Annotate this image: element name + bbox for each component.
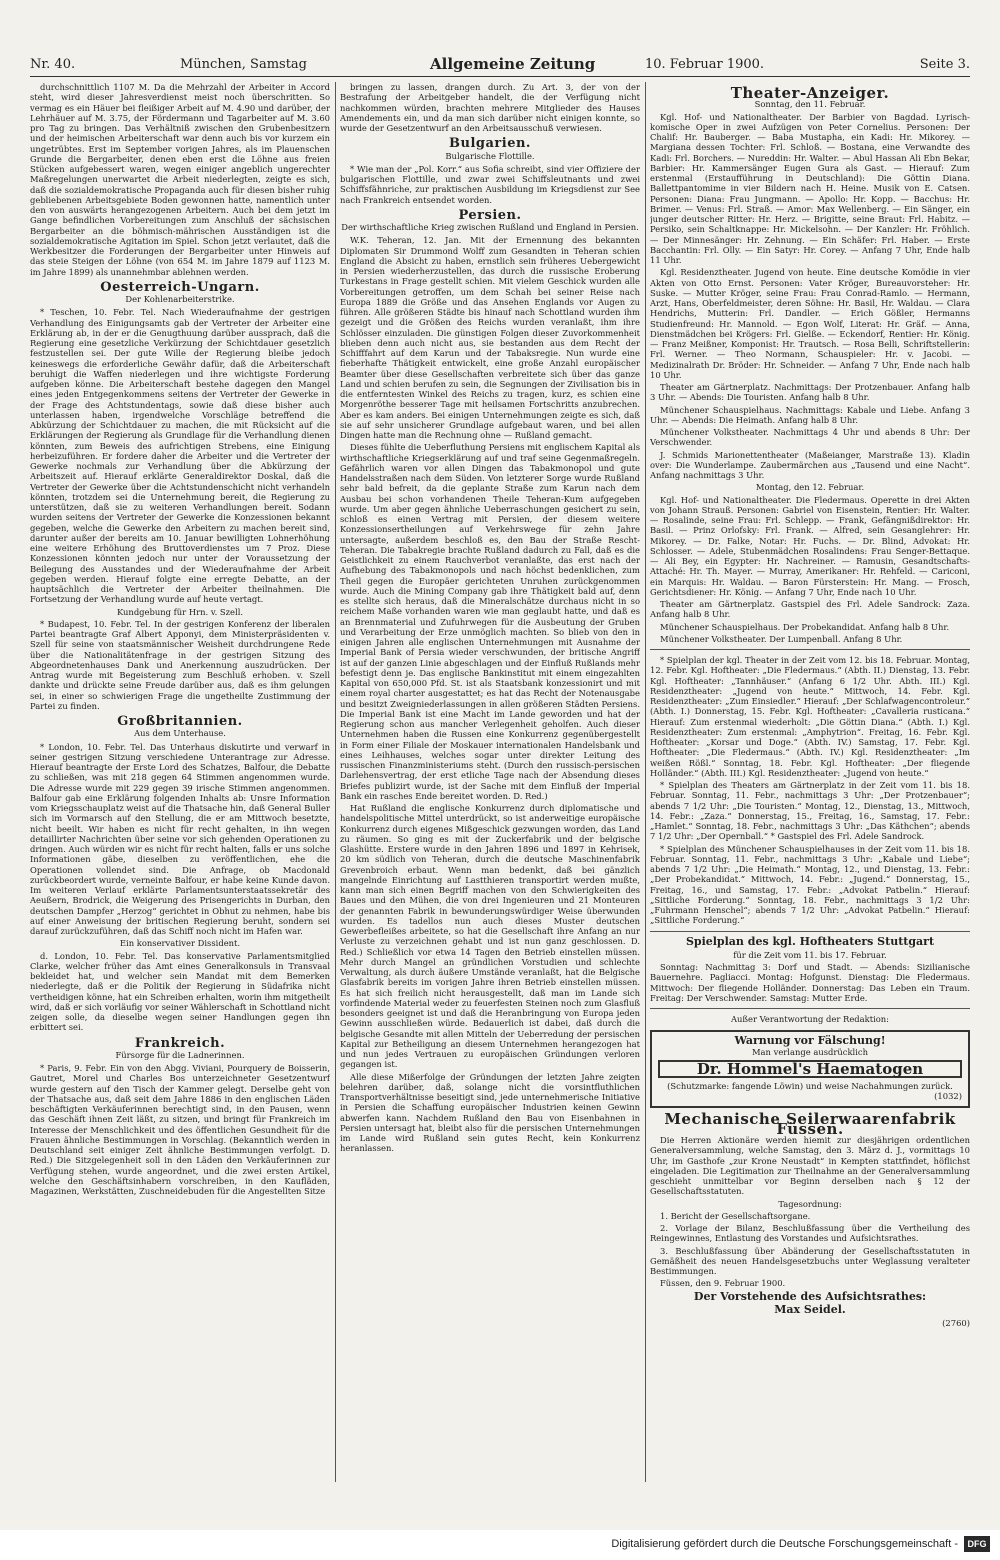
place-date: München, Samstag [180, 57, 307, 72]
issue-date: 10. Februar 1900. [645, 57, 765, 72]
company-body: Die Herren Aktionäre werden hiemit zur diesjährigen ordentlichen Generalversammlung, welche Samstag, den 3. März d. J., vormittags 10 Uhr, im Gasthofe „zur Krone Neustadt“ in Kempten stattfindet, höflichst eingeladen. Die Legitimation zur Theilnahme an der Generalversammlung geschieht unmittelbar vor Beginn derselben nach § 12 der Gesellschaftsstatuten. [650, 1135, 970, 1197]
section-heading: Persien. [458, 207, 522, 223]
divider [650, 649, 970, 650]
company-heading: Mechanische Seilerwaarenfabrik Füssen. [664, 1109, 956, 1138]
ad-product: Dr. Hommel's Haematogen [658, 1060, 962, 1078]
theater-entry: Münchener Schauspielhaus. Nachmittags: Kabale und Liebe. Anfang 3 Uhr. — Abends: Die Heimath. Anfang halb 8 Uhr. [650, 404, 970, 425]
haematogen-ad [650, 1030, 970, 1107]
stuttgart-body: Sonntag: Nachmittag 3: Dorf und Stadt. — Abends: Sizilianische Bauernehre. Pagliacci. Montag: Hofgunst. Dienstag: Die Fledermaus. Mittwoch: Der fliegende Holländer. Donnerstag: Das Leben ein Traum. Freitag: Der Verschwender. Samstag: Mutter Erde. [650, 962, 970, 1003]
company-signatory-title: Der Vorstehende des Aufsichtsrathes: [693, 1289, 927, 1303]
dfg-logo: DFG [964, 1536, 990, 1552]
divider [650, 931, 970, 932]
section-subheading: Bulgarische Flottille. [445, 150, 535, 161]
section-heading: Großbritannien. [117, 714, 243, 729]
theater-entry: Kgl. Hof- und Nationaltheater. Die Fledermaus. Operette in drei Akten von Johann Strauß. Personen: Gabriel von Eisenstein, Rentier: Hr. Walter. — Rosalinde, seine Frau: Frl. Schlepp. — Frank, Gefängnißdirektor: Hr. Basil. — Prinz Orlofsky: Frl. Frank. — Alfred, sein Gesanglehrer: Hr. Mikorey. — Dr. Falke, Notar: Hr. Fuchs. — Dr. Blind, Advokat: Hr. Schlosser. — Adele, Stubenmädchen Rosalindens: Frau Senger-Bettaque. — Ali Bey, ein Egypter: Hr. Nachreiner. — Ramusin, Gesandtschafts-Attaché: Hr. Th. Mayer. — Murray, Amerikaner: Hr. Rehfeld. — Cariconi, ein Marquis: Hr. Waldau. — Baron Fürsterstein: Hr. Mang. — Frosch, Gerichtsdiener: Hr. König. — Anfang 7 Uhr, Ende nach 10 Uhr. [650, 494, 970, 597]
column-1 [30, 82, 330, 1482]
theater-heading: Theater-Anzeiger. [730, 84, 890, 102]
ad-warning: Warnung vor Fälschung! [734, 1034, 886, 1048]
section-heading: Oesterreich-Ungarn. [100, 279, 260, 295]
stuttgart-subheading: für die Zeit vom 11. bis 17. Februar. [733, 949, 887, 960]
agenda-item: 1. Bericht der Gesellschaftsorgane. [660, 1210, 811, 1221]
column-divider [335, 82, 336, 1482]
theater-entry: Münchener Volkstheater. Nachmittags 4 Uhr und abends 8 Uhr: Der Verschwender. [650, 427, 970, 448]
section-heading: Bulgarien. [449, 136, 531, 152]
company-signatory: Max Seidel. [774, 1302, 846, 1316]
theater-date: Sonntag, den 11. Februar. [754, 99, 866, 110]
ad-number: (1032) [934, 1091, 962, 1102]
agenda-item: 2. Vorlage der Bilanz, Beschlußfassung über die Vertheilung des Reingewinnes, Entlastung des Vorstandes und Aufsichtsrathes. [650, 1223, 970, 1244]
article-paragraph: * Budapest, 10. Febr. Tel. In der gestrigen Konferenz der liberalen Partei beantragte Graf Albert Apponyi, dem Ministerpräsidenten v. Szell für seine von staatsmännischer Weisheit durchdrungene Rede über die Nationalitätenfrage in der gestrigen Sitzung des Abgeordnetenhauses Dank und Anerkennung auszudrücken. Der Antrag wurde mit Begeisterung zum Beschluß erhoben. v. Szell dankte und drückte seine Freude darüber aus, daß es ihm gelungen sei, in einer so schwierigen Frage die ungetheilte Zustimmung der Partei zu finden. [30, 618, 330, 711]
company-date: Füssen, den 9. Februar 1900. [660, 1278, 786, 1289]
article-subheading: Ein konservativer Dissident. [119, 938, 241, 949]
footer-text: Digitalisierung gefördert durch die Deutsche Forschungsgemeinschaft - [611, 1538, 958, 1550]
theater-entry: Münchener Schauspielhaus. Der Probekandidat. Anfang halb 8 Uhr. [660, 621, 950, 632]
page-number: Seite 3. [919, 57, 970, 72]
company-number: (2760) [942, 1318, 970, 1328]
section-heading: Frankreich. [134, 1035, 226, 1051]
section-subheading: Der Kohlenarbeiterstrike. [125, 294, 235, 304]
theater-entry: Münchener Volkstheater. Der Lumpenball. Anfang 8 Uhr. [660, 633, 903, 644]
page-header [30, 55, 970, 77]
theater-date: Montag, den 12. Februar. [755, 482, 865, 493]
column-divider [645, 82, 646, 1482]
spielplan-entry: * Spielplan des Theaters am Gärtnerplatz in der Zeit vom 11. bis 18. Februar. Sonntag, 11. Febr., nachmittags 3 Uhr: „Der Protzenbauer“; abends 7 1/2 Uhr: „Die Touristen.“ Montag, 12., Dienstag, 13., Mittwoch, 14. Febr.: „Zaza.“ Donnerstag, 15., Freitag, 16., Samstag, 17. Febr.: „Hamlet.“ Sonntag, 18. Febr., nachmittags 3 Uhr: „Das Käthchen“; abends 7 1/2 Uhr: „Der Opernball.“ * Gastspiel des Frl. Adele Sandrock. [650, 780, 970, 842]
article-subheading: Kundgebung für Hrn. v. Szell. [116, 606, 244, 617]
digitization-footer [0, 1530, 1000, 1560]
article-paragraph: bringen zu lassen, drangen durch. Zu Art. 3, der von der Bestrafung der Arbeitgeber handelt, die der Verfügung nicht nachkommen würden, brachten mehrere Mitglieder des Hauses Amendements ein, und da man sich darüber nicht einigen konnte, so wurde der Gesetzentwurf an den Arbeitsausschuß verwiesen. [340, 82, 640, 133]
theater-entry: Kgl. Residenztheater. Jugend von heute. Eine deutsche Komödie in vier Akten von Otto Ernst. Personen: Vater Kröger, Bureauvorsteher: Hr. Suske. — Mutter Kröger, seine Frau: Frau Conrad-Ramlo. — Hermann, Arzt, Hans, Oberfeldmeister, deren Söhne: Hr. Basil, Hr. Waldau. — Clara Hendrichs, Mutterin: Frl. Dandler. — Erich Gößler, Hermanns Studienfreund: Hr. Mannold. — Egon Wolf, Literat: Hr. Gräf. — Anna, Dienstmädchen bei Krögers: Frl. Gielße. — Eckendorf, Rentier: Hr. König. — Franz Meißner, Komponist: Hr. Trautsch. — Rosa Belli, Schriftstellerin: Frl. Werner. — Theo Normann, Schauspieler: Hr. v. Jacobi. — Medizinalrath Dr. Bröder: Hr. Schneider. — Anfang 7 Uhr, Ende nach halb 10 Uhr. [650, 267, 970, 380]
article-paragraph: * London, 10. Febr. Tel. Das Unterhaus diskutirte und verwarf in seiner gestrigen Sitzung verschiedene Unterantrage zur Adresse. Hierauf beantragte der Erste Lord des Schatzes, Balfour, die Debatte zu schließen, was mit 218 gegen 64 Stimmen angenommen wurde. Die Adresse wurde mit 229 gegen 39 irische Stimmen angenommen. Balfour gab eine Erklärung folgenden Inhalts ab: Unsre Information vom Kriegsschauplatz weist auf die Thatsache hin, daß General Buller sich im Vormarsch auf den Stellung, die er am Mittwoch besetzte, nicht beeilt. Wir haben es nicht für recht gehalten, in ihn wegen detaillirter Nachrichten über seine vor sich gehenden Operationen zu dringen. Auch würden wir es nicht für recht halten, falls er uns solche Informationen gäbe, dieselben zu veröffentlichen, ehe die Operationen vollendet sind. Die Anfrage, ob Macdonald zurückbeordert wurde, verneinte Balfour, er habe keine Kunde davon. Im weiteren Verlauf erklärte Parlamentsunterstaatssekretär des Aeußern, Brodrick, die Weigerung des Prisengerichts in Durban, den deutschen Dampfer „Herzog“ gerichtet in Obhut zu nehmen, habe bis auf einer Anweisung der britischen Regierung beruht, sondern sei darauf zurückzuführen, daß das Schiff noch nicht im Hafen war. [30, 741, 330, 936]
article-paragraph: * Paris, 9. Febr. Ein von den Abgg. Viviani, Pourquery de Boisserin, Gautret, Morel und Charles Bos unterzeichneter Gesetzentwurf wurde gestern auf den Tisch der Kammer gelegt. Derselbe geht von der Thatsache aus, daß seit dem Jahre 1886 in den englischen Läden beschäftigten Verkäuferinnen berechtigt sind, in den Pausen, wenn das Geschäft ihnen Zeit läßt, zu sitzen, und bringt für Frankreich im Interesse der Menschlichkeit und des öffentlichen Gesundheit für die Frauen ähnliche Bestimmungen in Vorschlag. (Bekanntlich werden in Deutschland seit einiger Zeit ähnliche Bestimmungen verfolgt. D. Red.) Die Sitzgelegenheit soll in den Läden den Verkäuferinnen zur Verfügung stehen, wurde angeordnet, und die zwei ersten Artikel, welche den Geschäftsinhabern vorschreiben, in den Kaufläden, Magazinen, Werkstätten, Zuschneidebuden für die Angestellten Sitze [30, 1063, 330, 1196]
ad-trademark: (Schutzmarke: fangende Löwin) und weise Nachahmungen zurück. [667, 1081, 953, 1091]
agenda-item: 3. Beschlußfassung über Abänderung der Gesellschaftsstatuten in Gemäßheit des neuen Handelsgesetzbuchs unter Weglassung veralteter Bestimmungen. [650, 1245, 970, 1276]
article-paragraph: W.K. Teheran, 12. Jan. Mit der Ernennung des bekannten Diplomaten Sir Drummond Wolff zum Gesandten in Teheran schien England die Absicht zu haben, ernstlich sein früheres Uebergewicht in Persien wiederherzustellen, das durch die russische Eroberung Turkestans in Frage gestellt schien. Mit vielem Geschick wurden alle Vorbereitungen getroffen, um dem Schah bei seiner Reise nach Europa 1889 die Größe und das Ansehen Englands vor Augen zu führen. Alle größeren Städte bis hinauf nach Schottland wurden ihm gezeigt und die Größen des Reichs wurden veranlaßt, ihm ihre Schlösser einzuladen. Die günstigen Folgen dieser Zuvorkommenheit blieben denn auch nicht aus, sie bestanden aus dem Recht der Schifffahrt auf dem Karun und der Tabaksregie. Nun wurde eine fieberhafte Thätigkeit entwickelt, eine große Anzahl europäischer Beamter über diese Gesellschaften verbreitete sich über das ganze Land und schien berufen zu sein, die Segnungen der Zivilisation bis in die entferntesten Winkel des Reichs zu tragen, kurz, es schien eine Morgenröthe besserer Tage mit heilsamen Fortschritts anzubrechen. Aber es kam anders. Bei einigen Unternehmungen zeigte es sich, daß sie auf sehr unsicherer Grundlage aufgebaut waren, und bei allen Dingen hatte man die Rechnung ohne — Rußland gemacht. [340, 235, 640, 440]
section-subheading: Aus dem Unterhause. [134, 728, 226, 739]
agenda-heading: Tagesordnung: [778, 1198, 842, 1209]
divider [650, 1008, 970, 1009]
spielplan-entry: * Spielplan der kgl. Theater in der Zeit vom 12. bis 18. Februar. Montag, 12. Febr. Kgl. Hoftheater: „Die Fledermaus.“ (Abth. II.) Dienstag, 13. Febr. Kgl. Hoftheater: „Tannhäuser.“ (Anfang 6 1/2 Uhr. Abth. III.) Kgl. Residenztheater: „Jugend von heute.“ Mittwoch, 14. Febr. Kgl. Residenztheater: „Zum Einsiedler.“ Hierauf: „Der Schlafwagencontroleur.“ (Abth. I.) Donnerstag, 15. Febr. Kgl. Hoftheater: „Cavalleria rusticana.“ Hierauf: Zum erstenmal wiederholt: „Die Göttin Diana.“ (Abth. I.) Kgl. Residenztheater: Zum erstenmal: „Amphytrion“. Freitag, 16. Febr. Kgl. Hoftheater: „Korsar und Doge.“ (Abth. IV.) Samstag, 17. Febr. Kgl. Hoftheater: „Die Fledermaus.“ (Abth. IV.) Kgl. Residenztheater: „Im weißen Rößl.“ Sonntag, 18. Febr. Kgl. Hoftheater: „Der fliegende Holländer.“ (Abth. III.) Kgl. Residenztheater: „Jugend von heute.“ [650, 655, 970, 778]
section-subheading: Der wirthschaftliche Krieg zwischen Rußland und England in Persien. [341, 222, 639, 232]
spielplan-entry: * Spielplan des Münchener Schauspielhauses in der Zeit vom 11. bis 18. Februar. Sonntag, 11. Febr., nachmittags 3 Uhr: „Kabale und Liebe“; abends 7 1/2 Uhr: „Die Heimath.“ Montag, 12., und Dienstag, 13. Febr.: „Der Probekandidat.“ Mittwoch, 14. Febr.: „Jugend.“ Donnerstag, 15., Freitag, 16., und Samstag, 17. Febr.: „Advokat Patbelin.“ Hierauf: „Sittliche Forderung.“ Sonntag, 18. Febr., nachmittags 3 1/2 Uhr: „Fuhrmann Henschel“; abends 7 1/2 Uhr: „Advokat Patbelin.“ Hierauf: „Sittliche Forderung.“ [650, 843, 970, 926]
article-paragraph: Dieses fühlte die Ueberfluthung Persiens mit englischem Kapital als wirthschaftliche Kriegserklärung auf und traf seine Gegenmaßregeln. Gefährlich waren vor allen Dingen das Tabakmonopol und gute Handelsstraßen nach dem Süden. Von letzterer Sorge wurde Rußland sehr bald befreit, da die geplante Straße zum Karun nach dem Ausbau bei schon vorhandenen Theile Teheran-Kum aufgegeben wurde. Um aber gegen ähnliche Ueberraschungen gesichert zu sein, schloß es einen Vertrag mit Persien, der diesem weitere Konzessionsertheilungen auf Verkehrswege für zehn Jahre untersagte, außerdem beschloß es, den Bau der Straße Rescht-Teheran. Die Tabakregie brachte Rußland dadurch zu Fall, daß es die Geistlichkeit zu einem Rauchverbot veranlaßte, das erst nach der Aufhebung des Tabakmonopols und nach höchst bedenklichen, zum Theil gegen die Europäer gerichteten Unruhen zurückgenommen wurde. Auch die Mining Company gab ihre Thätigkeit bald auf, denn es stellte sich heraus, daß die Mineralschätze durchaus nicht in so reichem Maße vorhanden waren wie man geglaubt hatte, und daß es an Brennmaterial und Zufuhrwegen für die Ausbeutung der Gruben und Verarbeitung der Erze unmöglich machten. So blieb von den in einigen Jahren alle englischen Unternehmungen mit Ausnahme der Imperial Bank of Persia wieder verschwunden, der britische Angriff ist auf der ganzen Linie abgeschlagen und der Einfluß Rußlands mehr befestigt denn je. Das englische Bankinstitut mit einem eingezahlten Kapital von 650,000 Pfd. St. ist als Staatsbank konzessionirt und mit einem royal charter ausgestattet; es hat das Recht der Notenausgabe und besitzt Zweigniederlassungen in allen größeren Städten Persiens. Die Imperial Bank ist eine Macht im Lande geworden und hat der Regierung schon aus mancher Verlegenheit geholfen. Auch dieser Unternehmen haben die Russen eine Konkurrenz gegenübergestellt in Form einer Filiale der Moskauer internationalen Handelsbank und eines Leihhauses, welches sogar unter direkter Leitung des russischen Finanzministeriums steht. (Durch den russisch-persischen Darlehensvertrag, der erst etliche Tage nach der Absendung dieses Briefes publizirt wurde, ist der Sache mit dem Einfluß der Imperial Bank ein rasches Ende bereitet worden. D. Red.) [340, 442, 640, 801]
issue-number: Nr. 40. [30, 57, 76, 72]
article-paragraph: Hat Rußland die englische Konkurrenz durch diplomatische und handelspolitische Mittel unterdrückt, so ist anderweitige europäische Konkurrenz durch eigenes Mißgeschick gezwungen worden, das Land zu räumen. So ging es mit der Zuckerfabrik und der belgische Glashütte. Erstere wurde in den Jahren 1896 und 1897 in Kehrisek, 20 km südlich von Teheran, durch die deutsche Maschinenfabrik Grevenbroich erbaut. Wenn man bedenkt, daß bei gänzlich mangelnde Einrichtung auf Lastthieren transportirt werden mußte, kann man sich einen Begriff machen von den Schwierigkeiten des Baues und den Mühen, die von drei Ingenieuren und 21 Monteuren der genannten Fabrik in bewunderungswürdiger Weise überwunden wurden. Es tadellos nun auch dieses Muster deutschen Gewerbefleißes arbeitete, so hat die Gesellschaft ihre Anfang an nur Verluste zu verzeichnen gehabt und ist nun ganz geschlossen. D. Red.) Schließlich vor etwa 14 Tagen den Betrieb einstellen müssen. Mehr durch Mangel an gründlichen Vorstudien und schlechte Verwaltung, als durch äußere Umstände veranlaßt, hat die Belgische Glasfabrik bereits im vorigen Jahre ihren Betrieb einstellen müssen. Es hat sich freilich nicht herausgestellt, daß man im Lande sich vorfindende Material weder zu feuerfesten Steinen noch zum Glasfluß besonders geeignet ist und daß die Heranbringung von Europa jeden Gewinn ausschließen würde. Bedauerlich ist dabei, daß durch die belgische Gesandte mit allen Mitteln der Ueberredung der persischen Kapital zur Betheiligung an diesem Unternehmen herangezogen hat und nun jedes Vertrauen zu europäischen Gründungen verloren gegangen ist. [340, 803, 640, 1070]
ad-warning-sub: Man verlange ausdrücklich [751, 1046, 868, 1057]
article-paragraph: durchschnittlich 1107 M. Da die Mehrzahl der Arbeiter in Accord steht, wird dieser Jahresverdienst meist noch überschritten. So vermag es ein Häuer bei fleißiger Arbeit auf M. 4.90 und darüber, der Lehrhäuer auf M. 3.75, der Fördermann und Tagarbeiter auf M. 3.60 pro Tag zu bringen. Das Verhältniß zwischen den Grubenbesitzern und der heimischen Arbeiterschaft war denn auch bis vor kurzem ein ungetrübtes. Erst im September vorigen Jahres, als im Plauenschen Grunde die Bergarbeiter, denen eben erst die Löhne aus freien Stücken aufgebessert waren, wegen einiger angeblich ungerechter Maßregelungen unerwartet die Arbeit niederlegten, zeigte es sich, daß die sozialdemokratische Propaganda auch für diesen bisher ruhig gebliebenen Arbeitsgebiete Boden gewonnen hatte, namentlich unter den von auswärts herangezogenen Arbeitern. Auch bei dem jetzt im Gange befindlichen Vorbereitungen zum Anschluß der sächsischen Bergarbeiter an die böhmisch-mährischen Ausständigen ist die sozialdemokratische Agitation im Spiel. Schon jetzt verlautet, daß die Werkbesitzer die Forderungen der Bergarbeiter unter Hinweis auf das steie Steigen der Löhne (von 654 M. im Jahre 1879 auf 1123 M. im Jahre 1899) als unannehmbar ablehnen werden. [30, 82, 330, 277]
paper-title: Allgemeine Zeitung [430, 55, 596, 73]
theater-entry: Theater am Gärtnerplatz. Gastspiel des Frl. Adele Sandrock: Zaza. Anfang halb 8 Uhr. [650, 599, 970, 620]
column-3 [650, 82, 970, 1482]
section-subheading: Fürsorge für die Ladnerinnen. [115, 1049, 245, 1060]
article-paragraph: * Teschen, 10. Febr. Tel. Nach Wiederaufnahme der gestrigen Verhandlung des Einigungsamts gab der Vertreter der Arbeiter eine Erklärung ab, in der er die Genugthuung darüber aussprach, daß die Regierung eine gesetzliche Verkürzung der Schichtdauer gesetzlich festzustellen sei. Der gute Wille der Regierung bleibe jedoch keineswegs die erforderliche Gewähr dafür, daß die Arbeiterschaft beruhigt die Waffen niederlegen und ihre wichtigste Forderung aufgeben könne. Die Arbeiterschaft bestehe dagegen den Mangel eines jeden Entgegenkommens seitens der Vertreter der Gewerke in der Frage des Achtstundentags, sowie daß diese bisher auch unterlassen haben, irgendwelche Vorschläge betreffend die Abkürzung der Schichtdauer zu machen, die mit Rücksicht auf die Erklärungen der Regierung als Grundlage für die Verhandlung dienen könnten, zum Beweis des aufrichtigen Strebens, eine Einigung herbeizuführen. Er fordere daher die Arbeiter und die Vertreter der Gewerke nochmals zur Verhandlung über die Abkürzung der Arbeitszeit auf. Hierauf erklärte Generaldirektor Doskal, daß die Vertreter der Gewerke über die Achtstundenschicht nicht verhandeln könnten, trotzdem sei die Unternehmung bereit, die Regierung zu unterstützen, daß sie zu weiteren Verhandlungen bereit. Sodann wurden seitens der Vertreter der Gewerke die Konzessionen bekannt gegeben, welche die Gewerke den Arbeitern zu machen bereit sind, darunter außer der bereits am 10. Januar bewilligten Lohnerhöhung eine weitere Erhöhung des Bruttoverdienstes um 7 Proz. Diese Konzessionen könnten jedoch nur unter der Voraussetzung der Beilegung des Ausstandes und der Wiederaufnahme der Arbeit gegeben werden. Hierauf folgte eine erregte Debatte, an der hauptsächlich die Vertreter der Arbeiter theilnahmen. Die Fortsetzung der Verhandlung wurde auf heute vertagt. [30, 307, 330, 605]
column-2 [340, 82, 640, 1482]
ad-disclaimer: Außer Verantwortung der Redaktion: [730, 1014, 889, 1024]
header-rule [30, 76, 970, 77]
article-paragraph: * Wie man der „Pol. Korr.“ aus Sofia schreibt, sind vier Offiziere der bulgarischen Flottille, und zwar zwei Schiffsleutnants und zwei Schiffsfähnriche, zur praktischen Ausbildung im Kriegsdienst zur See nach Frankreich entsendet worden. [340, 163, 640, 205]
article-paragraph: Alle diese Mißerfolge der Gründungen der letzten Jahre zeigten belehren darüber, daß, solange nicht die vorsintfluthlichen Transportverhältnisse beseitigt sind, jede unternehmerische Initiative in Persien die Schaffung europäischer Industrien keinen Gewinn abwerfen kann. Nachdem Rußland den Bau von Eisenbahnen in Persien untersagt hat, bleibt also für die persischen Unternehmungen im Lande wird Rußland sein gutes Recht, kein Konkurrenz heranlassen. [340, 1071, 640, 1154]
article-paragraph: d. London, 10. Febr. Tel. Das konservative Parlamentsmitglied Clarke, welcher früher das Amt eines Generalkonsuls in Transvaal bekleidet hat, und welcher sein Mandat mit dem Bemerken niederlegte, daß er die Politik der Regierung in Südafrika nicht vertheidigen könne, hat ein Schreiben erhalten, worin ihm mitgetheilt wird, daß er sich vorläufig vor seiner Wählerschaft in Schottland nicht zeigen solle, da dieselbe wegen seiner Handlungen gegen ihn erbittert sei. [30, 950, 330, 1033]
theater-entry: Theater am Gärtnerplatz. Nachmittags: Der Protzenbauer. Anfang halb 3 Uhr. — Abends: Die Touristen. Anfang halb 8 Uhr. [650, 382, 970, 403]
theater-entry: J. Schmids Marionettentheater (Maßeianger, Marstraße 13). Kladin over: Die Wunderlampe. Zaubermärchen aus „Tausend und eine Nacht“. Anfang nachmittags 3 Uhr. [650, 449, 970, 480]
theater-entry: Kgl. Hof- und Nationaltheater. Der Barbier von Bagdad. Lyrisch-komische Oper in zwei Aufzügen von Peter Cornelius. Personen: Der Chalif: Hr. Bauberger. — Baba Mustapha, ein Kadi: Hr. Mikorey. — Margiana dessen Tochter: Frl. Schloß. — Bostana, eine Verwandte des Kadi: Frl. Borchers. — Nureddin: Hr. Walter. — Abul Hassan Ali Ebn Bekar, Barbier: Hr. Kammersänger Eugen Gura als Gast. — Hierauf: Zum erstenmal (Erstaufführung in Deutschland): Die Göttin Diana. Ballettpantomime in vier Bildern nach H. Heine. Musik von E. Catsen. Personen: Diana: Frau Jungmann. — Apollo: Hr. Kopp. — Bacchus: Hr. Brimer. — Venus: Frl. Straß. — Amor: Max Wellenberg. — Ein Sänger, ein junger deutscher Ritter: Hr. Herz. — Brigitte, seine Braut: Frl. Habitz. — Persiko, sein Schaltknappe: Hr. Mickelsohn. — Der Kanzler: Hr. Fröhlich. — Der Minnesänger: Hr. Zehnung. — Ein Schäfer: Frl. Haber. — Erste Bacchantin: Frl. Olly. — Ein Satyr: Hr. Corey. — Anfang 7 Uhr, Ende halb 11 Uhr. [650, 111, 970, 265]
stuttgart-heading: Spielplan des kgl. Hoftheaters Stuttgart [685, 934, 935, 948]
